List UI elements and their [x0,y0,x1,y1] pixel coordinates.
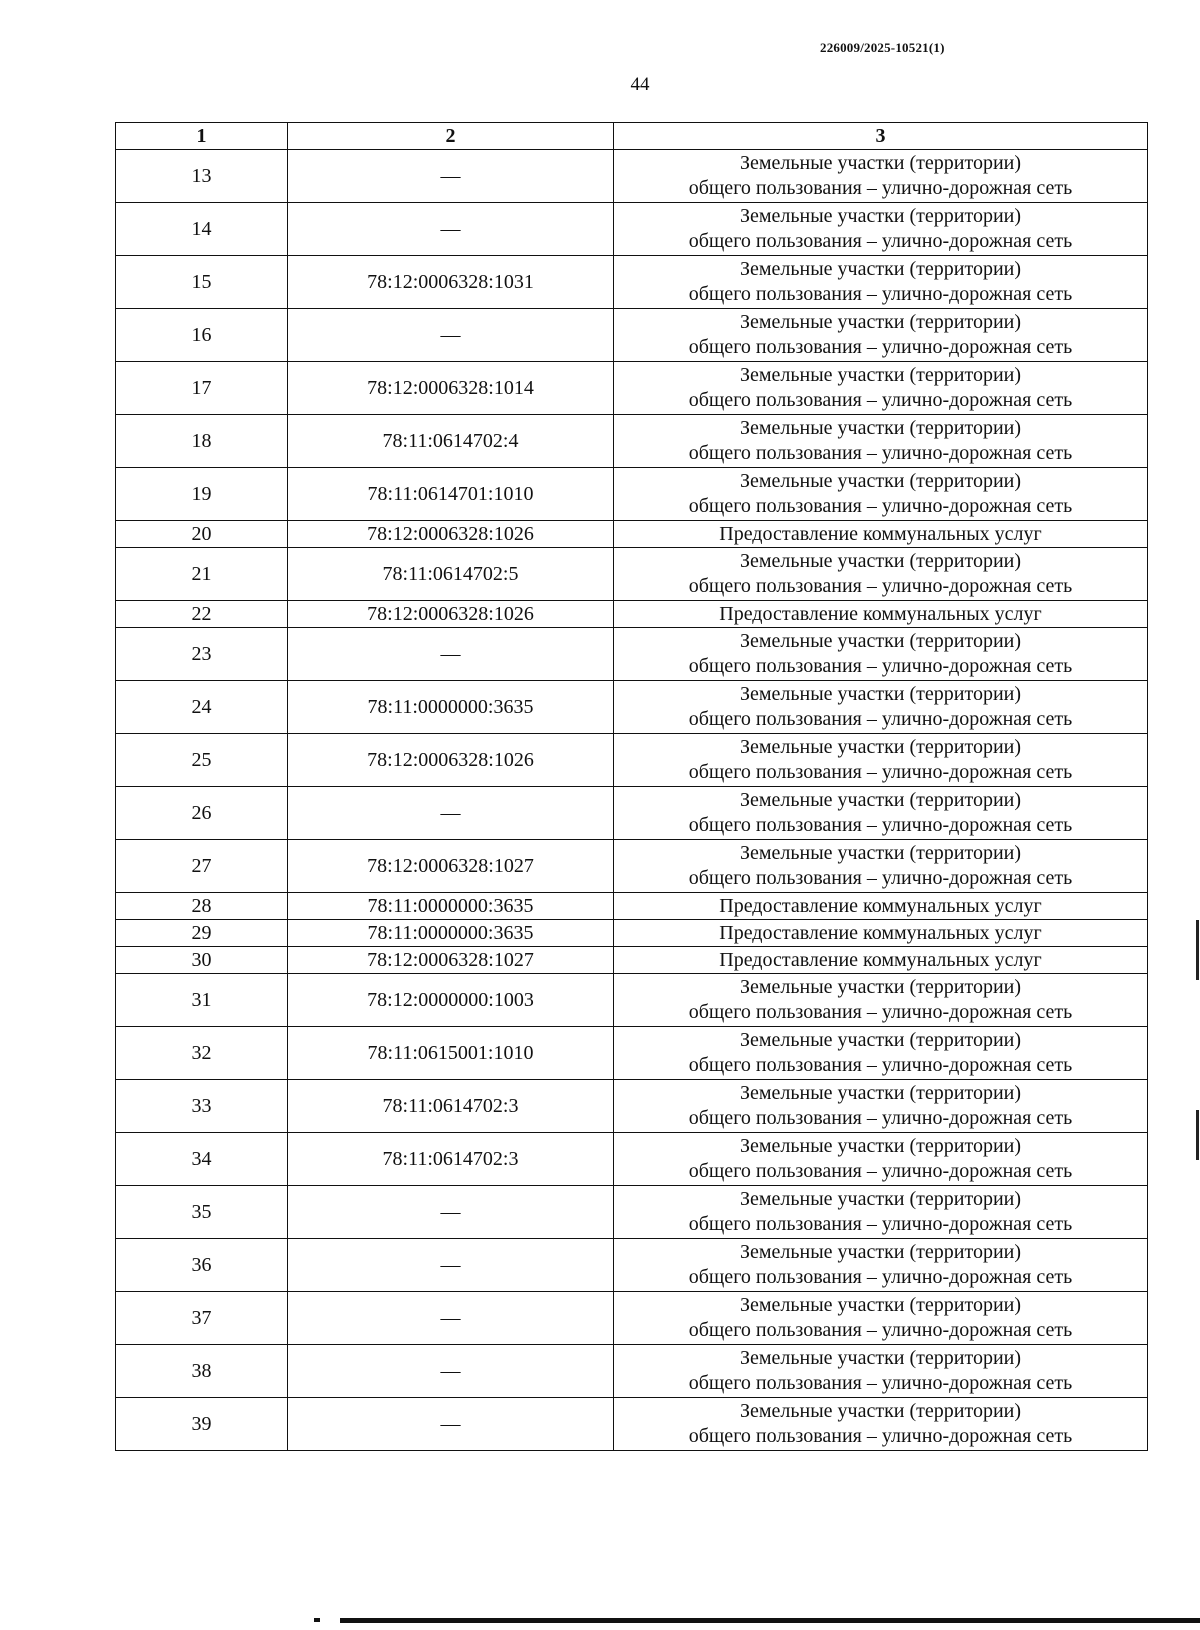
table-row [116,309,1148,362]
table-row [116,1133,1148,1186]
table-row [116,681,1148,734]
scan-artifact-edge [340,1618,1200,1623]
purpose-line: Предоставление коммунальных услуг [719,921,1042,944]
purpose-line: Земельные участки (территории) [739,976,1022,998]
page-number: 44 [630,74,650,95]
table-row [116,150,1148,203]
table-row [116,1292,1148,1345]
column-header-3: 3 [614,123,1148,150]
row-number: 23 [116,628,288,681]
cadastral-number: 78:11:0614702:3 [288,1133,614,1186]
land-use-purpose [614,362,1148,415]
purpose-line: общего пользования – улично-дорожная сеть [688,1425,1073,1447]
purpose-line: Предоставление коммунальных услуг [719,948,1042,971]
purpose-line: общего пользования – улично-дорожная сеть [688,1001,1073,1023]
purpose-line: Земельные участки (территории) [739,1294,1022,1316]
row-number: 37 [116,1292,288,1345]
row-number: 39 [116,1398,288,1451]
land-use-purpose [614,1133,1148,1186]
land-use-purpose [614,1027,1148,1080]
purpose-line: Земельные участки (территории) [739,205,1022,227]
cadastral-number: — [288,1345,614,1398]
table-row [116,893,1148,920]
land-use-purpose [614,468,1148,521]
cadastral-number: 78:11:0614702:3 [288,1080,614,1133]
row-number: 25 [116,734,288,787]
cadastral-number: — [288,787,614,840]
land-use-purpose [614,203,1148,256]
purpose-line: Предоставление коммунальных услуг [719,894,1042,917]
land-use-purpose [614,681,1148,734]
purpose-line: Земельные участки (территории) [739,789,1022,811]
land-use-purpose [614,256,1148,309]
land-use-purpose [614,1292,1148,1345]
cadastral-number: 78:11:0614702:4 [288,415,614,468]
purpose-line: Земельные участки (территории) [739,311,1022,333]
cadastral-number: — [288,628,614,681]
scan-artifact-dot [314,1618,320,1622]
purpose-line: общего пользования – улично-дорожная сеть [688,1372,1073,1394]
purpose-line: общего пользования – улично-дорожная сеть [688,708,1073,730]
row-number: 29 [116,920,288,947]
purpose-line: общего пользования – улично-дорожная сеть [688,1266,1073,1288]
row-number: 16 [116,309,288,362]
row-number: 19 [116,468,288,521]
table-body [116,150,1148,1451]
purpose-line: общего пользования – улично-дорожная сеть [688,495,1073,517]
cadastral-number: 78:12:0006328:1026 [288,601,614,628]
purpose-line: Земельные участки (территории) [739,1135,1022,1157]
purpose-line: общего пользования – улично-дорожная сеть [688,1054,1073,1076]
cadastral-number: — [288,309,614,362]
table-row [116,947,1148,974]
row-number: 35 [116,1186,288,1239]
land-use-purpose [614,521,1148,548]
purpose-line: Земельные участки (территории) [739,258,1022,280]
row-number: 33 [116,1080,288,1133]
purpose-line: Земельные участки (территории) [739,1347,1022,1369]
cadastral-number: — [288,203,614,256]
purpose-line: Земельные участки (территории) [739,1082,1022,1104]
purpose-line: Земельные участки (территории) [739,1241,1022,1263]
table-row [116,1080,1148,1133]
purpose-line: Земельные участки (территории) [739,1188,1022,1210]
row-number: 14 [116,203,288,256]
cadastral-number: 78:12:0006328:1031 [288,256,614,309]
purpose-line: Земельные участки (территории) [739,630,1022,652]
row-number: 17 [116,362,288,415]
purpose-line: Земельные участки (территории) [739,364,1022,386]
purpose-line: общего пользования – улично-дорожная сеть [688,1160,1073,1182]
purpose-line: Предоставление коммунальных услуг [719,602,1042,625]
table-header [116,123,1148,150]
purpose-line: Земельные участки (территории) [739,1400,1022,1422]
land-use-purpose [614,1080,1148,1133]
cadastral-number: 78:12:0006328:1014 [288,362,614,415]
row-number: 15 [116,256,288,309]
table-row [116,1398,1148,1451]
document-id: 226009/2025-10521(1) [820,40,945,55]
cadastral-number: 78:11:0000000:3635 [288,893,614,920]
purpose-line: Земельные участки (территории) [739,683,1022,705]
purpose-line: Земельные участки (территории) [739,550,1022,572]
purpose-line: Земельные участки (территории) [739,842,1022,864]
row-number: 13 [116,150,288,203]
table-row [116,1027,1148,1080]
purpose-line: общего пользования – улично-дорожная сеть [688,867,1073,889]
table-row [116,548,1148,601]
cadastral-number: — [288,150,614,203]
purpose-line: общего пользования – улично-дорожная сеть [688,336,1073,358]
table-row [116,415,1148,468]
row-number: 36 [116,1239,288,1292]
row-number: 30 [116,947,288,974]
table-row [116,362,1148,415]
land-use-purpose [614,628,1148,681]
column-header-2: 2 [288,123,614,150]
purpose-line: общего пользования – улично-дорожная сеть [688,761,1073,783]
cadastral-number: — [288,1186,614,1239]
row-number: 38 [116,1345,288,1398]
land-use-purpose [614,840,1148,893]
row-number: 21 [116,548,288,601]
cadastral-number: 78:11:0614701:1010 [288,468,614,521]
row-number: 28 [116,893,288,920]
cadastral-number: 78:11:0614702:5 [288,548,614,601]
table-row [116,628,1148,681]
land-use-purpose [614,415,1148,468]
table-row [116,974,1148,1027]
scan-artifact-mark [1196,920,1199,980]
land-use-purpose [614,548,1148,601]
row-number: 34 [116,1133,288,1186]
purpose-line: Предоставление коммунальных услуг [719,522,1042,545]
land-use-purpose [614,1398,1148,1451]
land-use-purpose [614,1345,1148,1398]
scan-artifact-mark [1196,1110,1199,1160]
land-use-purpose [614,920,1148,947]
land-plots-table [115,122,1148,1451]
land-use-purpose [614,1186,1148,1239]
row-number: 31 [116,974,288,1027]
purpose-line: общего пользования – улично-дорожная сеть [688,442,1073,464]
purpose-line: общего пользования – улично-дорожная сеть [688,1319,1073,1341]
purpose-line: общего пользования – улично-дорожная сеть [688,655,1073,677]
purpose-line: Земельные участки (территории) [739,470,1022,492]
table-row [116,601,1148,628]
table-row [116,1239,1148,1292]
cadastral-number: 78:12:0006328:1027 [288,947,614,974]
row-number: 32 [116,1027,288,1080]
table-row [116,203,1148,256]
table-row [116,734,1148,787]
purpose-line: Земельные участки (территории) [739,417,1022,439]
cadastral-number: — [288,1239,614,1292]
row-number: 26 [116,787,288,840]
purpose-line: общего пользования – улично-дорожная сеть [688,1213,1073,1235]
table-row [116,840,1148,893]
purpose-line: общего пользования – улично-дорожная сеть [688,1107,1073,1129]
cadastral-number: 78:12:0000000:1003 [288,974,614,1027]
purpose-line: общего пользования – улично-дорожная сеть [688,814,1073,836]
column-header-1: 1 [116,123,288,150]
land-use-purpose [614,309,1148,362]
cadastral-number: 78:12:0006328:1026 [288,734,614,787]
table-row [116,1186,1148,1239]
table-row [116,1345,1148,1398]
land-use-purpose [614,974,1148,1027]
land-use-purpose [614,150,1148,203]
purpose-line: общего пользования – улично-дорожная сеть [688,230,1073,252]
cadastral-number: 78:11:0000000:3635 [288,920,614,947]
purpose-line: Земельные участки (территории) [739,152,1022,174]
cadastral-number: 78:11:0615001:1010 [288,1027,614,1080]
purpose-line: общего пользования – улично-дорожная сеть [688,283,1073,305]
row-number: 27 [116,840,288,893]
land-use-purpose [614,893,1148,920]
purpose-line: общего пользования – улично-дорожная сеть [688,177,1073,199]
purpose-line: Земельные участки (территории) [739,1029,1022,1051]
purpose-line: общего пользования – улично-дорожная сеть [688,389,1073,411]
row-number: 20 [116,521,288,548]
row-number: 22 [116,601,288,628]
cadastral-number: — [288,1398,614,1451]
land-use-purpose [614,1239,1148,1292]
row-number: 24 [116,681,288,734]
land-use-purpose [614,734,1148,787]
cadastral-number: 78:12:0006328:1026 [288,521,614,548]
purpose-line: Земельные участки (территории) [739,736,1022,758]
table-row [116,468,1148,521]
land-use-purpose [614,947,1148,974]
table-row [116,787,1148,840]
table-row [116,521,1148,548]
purpose-line: общего пользования – улично-дорожная сеть [688,575,1073,597]
row-number: 18 [116,415,288,468]
land-use-purpose [614,601,1148,628]
cadastral-number: — [288,1292,614,1345]
table-row [116,920,1148,947]
cadastral-number: 78:11:0000000:3635 [288,681,614,734]
table-row [116,256,1148,309]
land-use-purpose [614,787,1148,840]
cadastral-number: 78:12:0006328:1027 [288,840,614,893]
